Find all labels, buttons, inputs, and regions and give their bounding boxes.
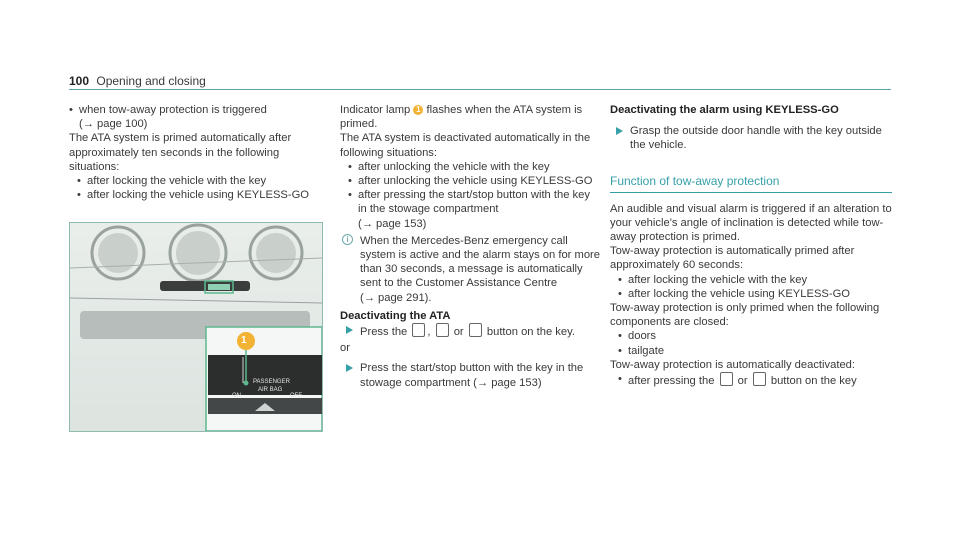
info-note: i When the Mercedes-Benz emergency call system is active and the alarm stays on for more than 30 seconds, a message is automatically sent to the Customer Assistance Centre (→ page 291). [340,234,600,305]
paragraph: Tow-away protection is automatically primed after approximately 60 seconds: [610,245,855,272]
paragraph: Tow-away protection is automatically deactivated: [610,358,855,371]
list-item: • after unlocking the vehicle with the key [348,160,600,174]
list-item: • when tow-away protection is triggered (→ page 100) [69,103,319,131]
paragraph: The ATA system is primed automatically after approximately ten seconds in the following situations: [69,132,292,173]
paragraph: An audible and visual alarm is triggered if an alteration to your vehicle's angle of inclination is detected while tow-away protection is primed. [610,202,892,244]
section-heading-text: Function of tow-away protection [610,173,780,188]
callout-1: 1 [241,335,247,346]
list-item: • after locking the vehicle using KEYLESS-GO [77,188,319,202]
step: Press the , or button on the key. [340,323,600,339]
step-arrow-icon [616,127,623,135]
label-off: OFF [290,393,302,399]
section-rule [610,192,892,193]
tailgate-key-icon [469,323,482,337]
section-title: Opening and closing [96,74,206,88]
step-arrow-icon [346,326,353,334]
lock-key-icon [720,372,733,386]
list-item: • after locking the vehicle with the key [77,174,319,188]
step: Press the start/stop button with the key in the stowage compartment (→ page 153) [340,361,600,389]
label-on: ON [232,393,241,399]
paragraph: The ATA system is deactivated automatically in the following situations: [340,132,591,159]
step-arrow-icon [346,364,353,372]
or-text: or [340,342,350,355]
step: Grasp the outside door handle with the key outside the vehicle. [610,124,892,152]
column-3 [610,103,892,388]
list-item: • after locking the vehicle using KEYLESS-GO [618,287,892,301]
tailgate-key-icon [753,372,766,386]
section-heading [610,174,892,193]
list-item: • after pressing the start/stop button with the key in the stowage compartment (→ page 153) [348,188,600,231]
page-number: 100 [69,74,90,88]
column-1 [69,103,319,202]
list-item: • doors [618,329,892,343]
list-item: • after unlocking the vehicle using KEYLESS-GO [348,174,600,188]
dashboard-illustration [70,223,322,431]
subheading: Deactivating the alarm using KEYLESS-GO [610,104,839,116]
info-icon: i [342,234,353,245]
subheading: Deactivating the ATA [340,309,451,322]
paragraph: Indicator lamp 1 flashes when the ATA system is primed. [340,104,583,131]
column-2 [340,103,600,390]
label-passenger: PASSENGER [253,379,290,385]
list-item: • tailgate [618,344,892,358]
callout-1-icon: 1 [413,105,423,115]
paragraph: Tow-away protection is only primed when the following components are closed: [610,302,880,329]
dashboard-photo [69,222,323,432]
lock-key-icon [412,323,425,337]
list-item: • after pressing the or button on the key [618,372,892,388]
list-item: • after locking the vehicle with the key [618,273,892,287]
label-airbag: AIR BAG [258,387,283,393]
page-header [69,74,206,88]
unlock-key-icon [436,323,449,337]
header-rule [69,89,891,90]
